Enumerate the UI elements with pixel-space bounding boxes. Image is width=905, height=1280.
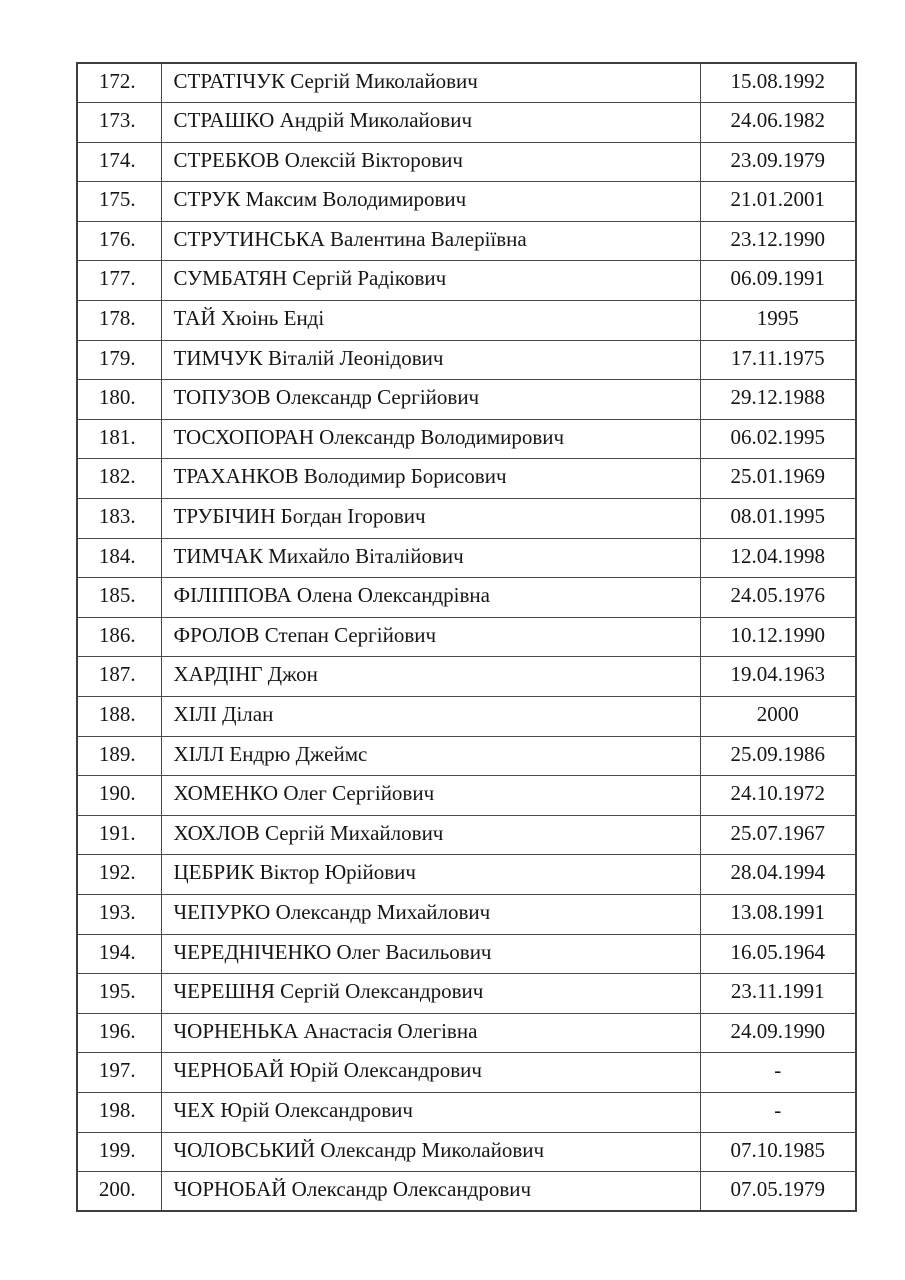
- date-of-birth: -: [700, 1053, 856, 1093]
- date-of-birth: 13.08.1991: [700, 894, 856, 934]
- date-of-birth: 1995: [700, 301, 856, 341]
- person-name: СУМБАТЯН Сергій Радікович: [161, 261, 700, 301]
- row-number: 184.: [77, 538, 161, 578]
- table-row: [77, 697, 856, 737]
- person-name: ТОПУЗОВ Олександр Сергійович: [161, 380, 700, 420]
- date-of-birth: 23.12.1990: [700, 221, 856, 261]
- row-number: 177.: [77, 261, 161, 301]
- table-row: [77, 617, 856, 657]
- date-of-birth: 17.11.1975: [700, 340, 856, 380]
- table-row: [77, 578, 856, 618]
- row-number: 176.: [77, 221, 161, 261]
- person-name: ЧОРНОБАЙ Олександр Олександрович: [161, 1172, 700, 1212]
- row-number: 180.: [77, 380, 161, 420]
- table-row: [77, 1053, 856, 1093]
- table-row: [77, 63, 856, 103]
- date-of-birth: 25.07.1967: [700, 815, 856, 855]
- table-row: [77, 103, 856, 143]
- table-row: [77, 855, 856, 895]
- date-of-birth: 24.10.1972: [700, 776, 856, 816]
- table-row: [77, 894, 856, 934]
- person-name: ЧЕРЕДНІЧЕНКО Олег Васильович: [161, 934, 700, 974]
- date-of-birth: 24.05.1976: [700, 578, 856, 618]
- row-number: 196.: [77, 1013, 161, 1053]
- date-of-birth: 19.04.1963: [700, 657, 856, 697]
- person-name: ФРОЛОВ Степан Сергійович: [161, 617, 700, 657]
- date-of-birth: 21.01.2001: [700, 182, 856, 222]
- person-name: ХОХЛОВ Сергій Михайлович: [161, 815, 700, 855]
- date-of-birth: 07.05.1979: [700, 1172, 856, 1212]
- row-number: 179.: [77, 340, 161, 380]
- person-name: ЧЕРЕШНЯ Сергій Олександрович: [161, 974, 700, 1014]
- person-name: ТАЙ Хюінь Енді: [161, 301, 700, 341]
- table-row: [77, 1092, 856, 1132]
- table-row: [77, 776, 856, 816]
- person-name: ХАРДІНГ Джон: [161, 657, 700, 697]
- person-name: ЧОЛОВСЬКИЙ Олександр Миколайович: [161, 1132, 700, 1172]
- table-row: [77, 301, 856, 341]
- row-number: 185.: [77, 578, 161, 618]
- row-number: 182.: [77, 459, 161, 499]
- table-row: [77, 1132, 856, 1172]
- row-number: 192.: [77, 855, 161, 895]
- table-row: [77, 459, 856, 499]
- date-of-birth: 25.09.1986: [700, 736, 856, 776]
- date-of-birth: 06.02.1995: [700, 419, 856, 459]
- person-name: ФІЛІППОВА Олена Олександрівна: [161, 578, 700, 618]
- roster-table: [76, 62, 857, 1212]
- row-number: 175.: [77, 182, 161, 222]
- date-of-birth: 15.08.1992: [700, 63, 856, 103]
- date-of-birth: 25.01.1969: [700, 459, 856, 499]
- row-number: 195.: [77, 974, 161, 1014]
- table-row: [77, 1172, 856, 1212]
- person-name: СТРУК Максим Володимирович: [161, 182, 700, 222]
- table-row: [77, 974, 856, 1014]
- date-of-birth: 23.11.1991: [700, 974, 856, 1014]
- table-row: [77, 142, 856, 182]
- person-name: ЧЕРНОБАЙ Юрій Олександрович: [161, 1053, 700, 1093]
- row-number: 199.: [77, 1132, 161, 1172]
- row-number: 193.: [77, 894, 161, 934]
- person-name: СТРАТІЧУК Сергій Миколайович: [161, 63, 700, 103]
- person-name: ХОМЕНКО Олег Сергійович: [161, 776, 700, 816]
- table-row: [77, 538, 856, 578]
- table-row: [77, 815, 856, 855]
- row-number: 194.: [77, 934, 161, 974]
- row-number: 172.: [77, 63, 161, 103]
- table-row: [77, 221, 856, 261]
- table-row: [77, 1013, 856, 1053]
- row-number: 197.: [77, 1053, 161, 1093]
- date-of-birth: 07.10.1985: [700, 1132, 856, 1172]
- row-number: 174.: [77, 142, 161, 182]
- roster-rows: [77, 63, 856, 1211]
- person-name: ХІЛІ Ділан: [161, 697, 700, 737]
- table-row: [77, 419, 856, 459]
- row-number: 187.: [77, 657, 161, 697]
- person-name: ХІЛЛ Ендрю Джеймс: [161, 736, 700, 776]
- date-of-birth: 2000: [700, 697, 856, 737]
- person-name: СТРУТИНСЬКА Валентина Валеріївна: [161, 221, 700, 261]
- table-row: [77, 499, 856, 539]
- person-name: ЧОРНЕНЬКА Анастасія Олегівна: [161, 1013, 700, 1053]
- person-name: СТРЕБКОВ Олексій Вікторович: [161, 142, 700, 182]
- table-row: [77, 261, 856, 301]
- date-of-birth: -: [700, 1092, 856, 1132]
- person-name: ТРАХАНКОВ Володимир Борисович: [161, 459, 700, 499]
- row-number: 190.: [77, 776, 161, 816]
- table-row: [77, 380, 856, 420]
- date-of-birth: 06.09.1991: [700, 261, 856, 301]
- date-of-birth: 16.05.1964: [700, 934, 856, 974]
- person-name: ТИМЧАК Михайло Віталійович: [161, 538, 700, 578]
- person-name: ЦЕБРИК Віктор Юрійович: [161, 855, 700, 895]
- row-number: 188.: [77, 697, 161, 737]
- person-name: ЧЕХ Юрій Олександрович: [161, 1092, 700, 1132]
- row-number: 198.: [77, 1092, 161, 1132]
- row-number: 181.: [77, 419, 161, 459]
- table-row: [77, 657, 856, 697]
- date-of-birth: 24.09.1990: [700, 1013, 856, 1053]
- row-number: 183.: [77, 499, 161, 539]
- person-name: ЧЕПУРКО Олександр Михайлович: [161, 894, 700, 934]
- table-row: [77, 934, 856, 974]
- person-name: ТОСХОПОРАН Олександр Володимирович: [161, 419, 700, 459]
- date-of-birth: 28.04.1994: [700, 855, 856, 895]
- table-row: [77, 340, 856, 380]
- date-of-birth: 29.12.1988: [700, 380, 856, 420]
- date-of-birth: 23.09.1979: [700, 142, 856, 182]
- row-number: 173.: [77, 103, 161, 143]
- table-row: [77, 182, 856, 222]
- person-name: СТРАШКО Андрій Миколайович: [161, 103, 700, 143]
- row-number: 191.: [77, 815, 161, 855]
- row-number: 186.: [77, 617, 161, 657]
- row-number: 178.: [77, 301, 161, 341]
- person-name: ТРУБІЧИН Богдан Ігорович: [161, 499, 700, 539]
- date-of-birth: 24.06.1982: [700, 103, 856, 143]
- date-of-birth: 10.12.1990: [700, 617, 856, 657]
- date-of-birth: 12.04.1998: [700, 538, 856, 578]
- date-of-birth: 08.01.1995: [700, 499, 856, 539]
- person-name: ТИМЧУК Віталій Леонідович: [161, 340, 700, 380]
- row-number: 200.: [77, 1172, 161, 1212]
- row-number: 189.: [77, 736, 161, 776]
- table-row: [77, 736, 856, 776]
